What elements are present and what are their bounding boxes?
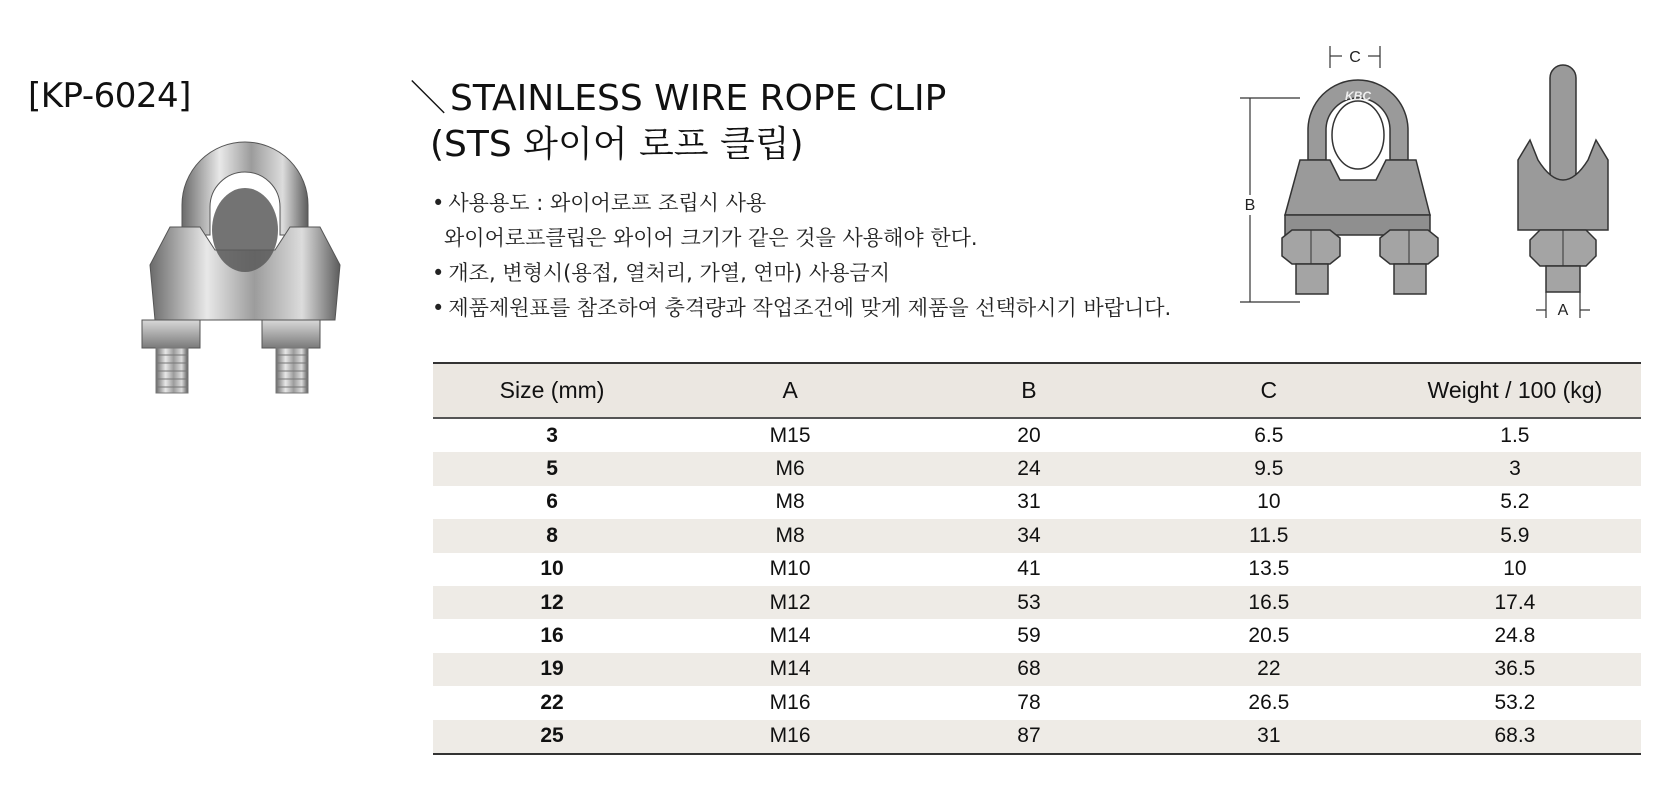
cell-weight: 17.4 — [1389, 586, 1641, 619]
cell-weight: 10 — [1503, 557, 1527, 581]
cell-b: 41 — [1017, 557, 1041, 581]
cell-b: 24 — [909, 452, 1149, 485]
cell-a: M12 — [671, 586, 909, 619]
table-row — [433, 686, 1641, 719]
spec-table — [433, 362, 1641, 755]
note-modification-text: 개조, 변형시(용접, 열처리, 가열, 연마) 사용금지 — [448, 261, 891, 285]
cell-b: 87 — [909, 720, 1149, 754]
cell-weight: 24.8 — [1494, 624, 1536, 648]
cell-size: 12 — [433, 586, 671, 619]
cell-size: 3 — [546, 423, 558, 447]
header-size: Size (mm) — [433, 363, 671, 418]
table-row — [433, 619, 1641, 652]
diagram-label-b: B — [1244, 197, 1256, 214]
cell-size: 22 — [540, 690, 564, 714]
cell-size: 6 — [546, 490, 558, 514]
spec-table-header-row — [433, 363, 1641, 418]
note-selection — [432, 291, 1171, 326]
cell-b: 31 — [1017, 490, 1041, 514]
header-c: C — [1149, 363, 1389, 418]
cell-c: 20.5 — [1248, 624, 1290, 648]
table-row — [433, 418, 1641, 452]
note-usage-text: 사용용도 : 와이어로프 조립시 사용 — [448, 191, 767, 215]
usage-notes — [432, 186, 1171, 326]
cell-a: M14 — [671, 653, 909, 686]
clip-side-diagram — [1510, 60, 1620, 330]
table-row — [433, 553, 1641, 586]
note-modification — [432, 256, 1171, 291]
wire-rope-clip-photo — [130, 135, 360, 425]
cell-c: 11.5 — [1149, 519, 1389, 552]
cell-a: M16 — [671, 720, 909, 754]
diagram-brand: KBC — [1345, 89, 1371, 103]
product-title — [410, 76, 946, 168]
cell-a: M15 — [769, 423, 811, 447]
cell-a: M6 — [671, 452, 909, 485]
cell-b: 34 — [909, 519, 1149, 552]
cell-size: 10 — [540, 557, 564, 581]
header-weight: Weight / 100 (kg) — [1389, 363, 1641, 418]
header-b: B — [909, 363, 1149, 418]
cell-size: 16 — [540, 624, 564, 648]
table-row — [433, 586, 1641, 619]
cell-c: 6.5 — [1254, 423, 1284, 447]
table-row — [433, 653, 1641, 686]
cell-c: 13.5 — [1248, 557, 1290, 581]
cell-a: M8 — [671, 519, 909, 552]
cell-b: 53 — [909, 586, 1149, 619]
cell-weight: 68.3 — [1389, 720, 1641, 754]
cell-a: M16 — [769, 690, 811, 714]
title-line-2: (STS 와이어 로프 클립) — [430, 124, 804, 165]
cell-weight: 5.2 — [1500, 490, 1530, 514]
cell-b: 68 — [909, 653, 1149, 686]
cell-size: 8 — [433, 519, 671, 552]
cell-c: 10 — [1257, 490, 1281, 514]
table-row — [433, 720, 1641, 754]
cell-a: M10 — [769, 557, 811, 581]
cell-weight: 36.5 — [1389, 653, 1641, 686]
diagram-label-a: A — [1557, 302, 1569, 319]
cell-c: 16.5 — [1149, 586, 1389, 619]
cell-weight: 5.9 — [1389, 519, 1641, 552]
cell-c: 9.5 — [1149, 452, 1389, 485]
title-slash: ＼ — [410, 78, 447, 119]
table-row — [433, 486, 1641, 519]
cell-a: M8 — [775, 490, 805, 514]
cell-b: 20 — [1017, 423, 1041, 447]
cell-b: 59 — [1017, 624, 1041, 648]
diagram-label-c: C — [1349, 49, 1361, 66]
cell-b: 78 — [1017, 690, 1041, 714]
title-line-1: STAINLESS WIRE ROPE CLIP — [450, 78, 947, 119]
cell-c: 26.5 — [1248, 690, 1290, 714]
cell-size: 25 — [433, 720, 671, 754]
cell-weight: 3 — [1389, 452, 1641, 485]
cell-weight: 53.2 — [1494, 690, 1536, 714]
clip-front-diagram — [1230, 20, 1510, 310]
cell-a: M14 — [769, 624, 811, 648]
cell-size: 19 — [433, 653, 671, 686]
note-usage — [432, 186, 1171, 221]
cell-c: 22 — [1149, 653, 1389, 686]
cell-size: 5 — [433, 452, 671, 485]
header-a: A — [671, 363, 909, 418]
table-row — [433, 519, 1641, 552]
cell-c: 31 — [1149, 720, 1389, 754]
note-usage-continued: 와이어로프클립은 와이어 크기가 같은 것을 사용해야 한다. — [444, 226, 978, 250]
table-row — [433, 452, 1641, 485]
product-code: [KP-6024] — [28, 76, 191, 116]
cell-weight: 1.5 — [1500, 423, 1530, 447]
note-selection-text: 제품제원표를 참조하여 충격량과 작업조건에 맞게 제품을 선택하시기 바랍니다. — [448, 296, 1172, 320]
